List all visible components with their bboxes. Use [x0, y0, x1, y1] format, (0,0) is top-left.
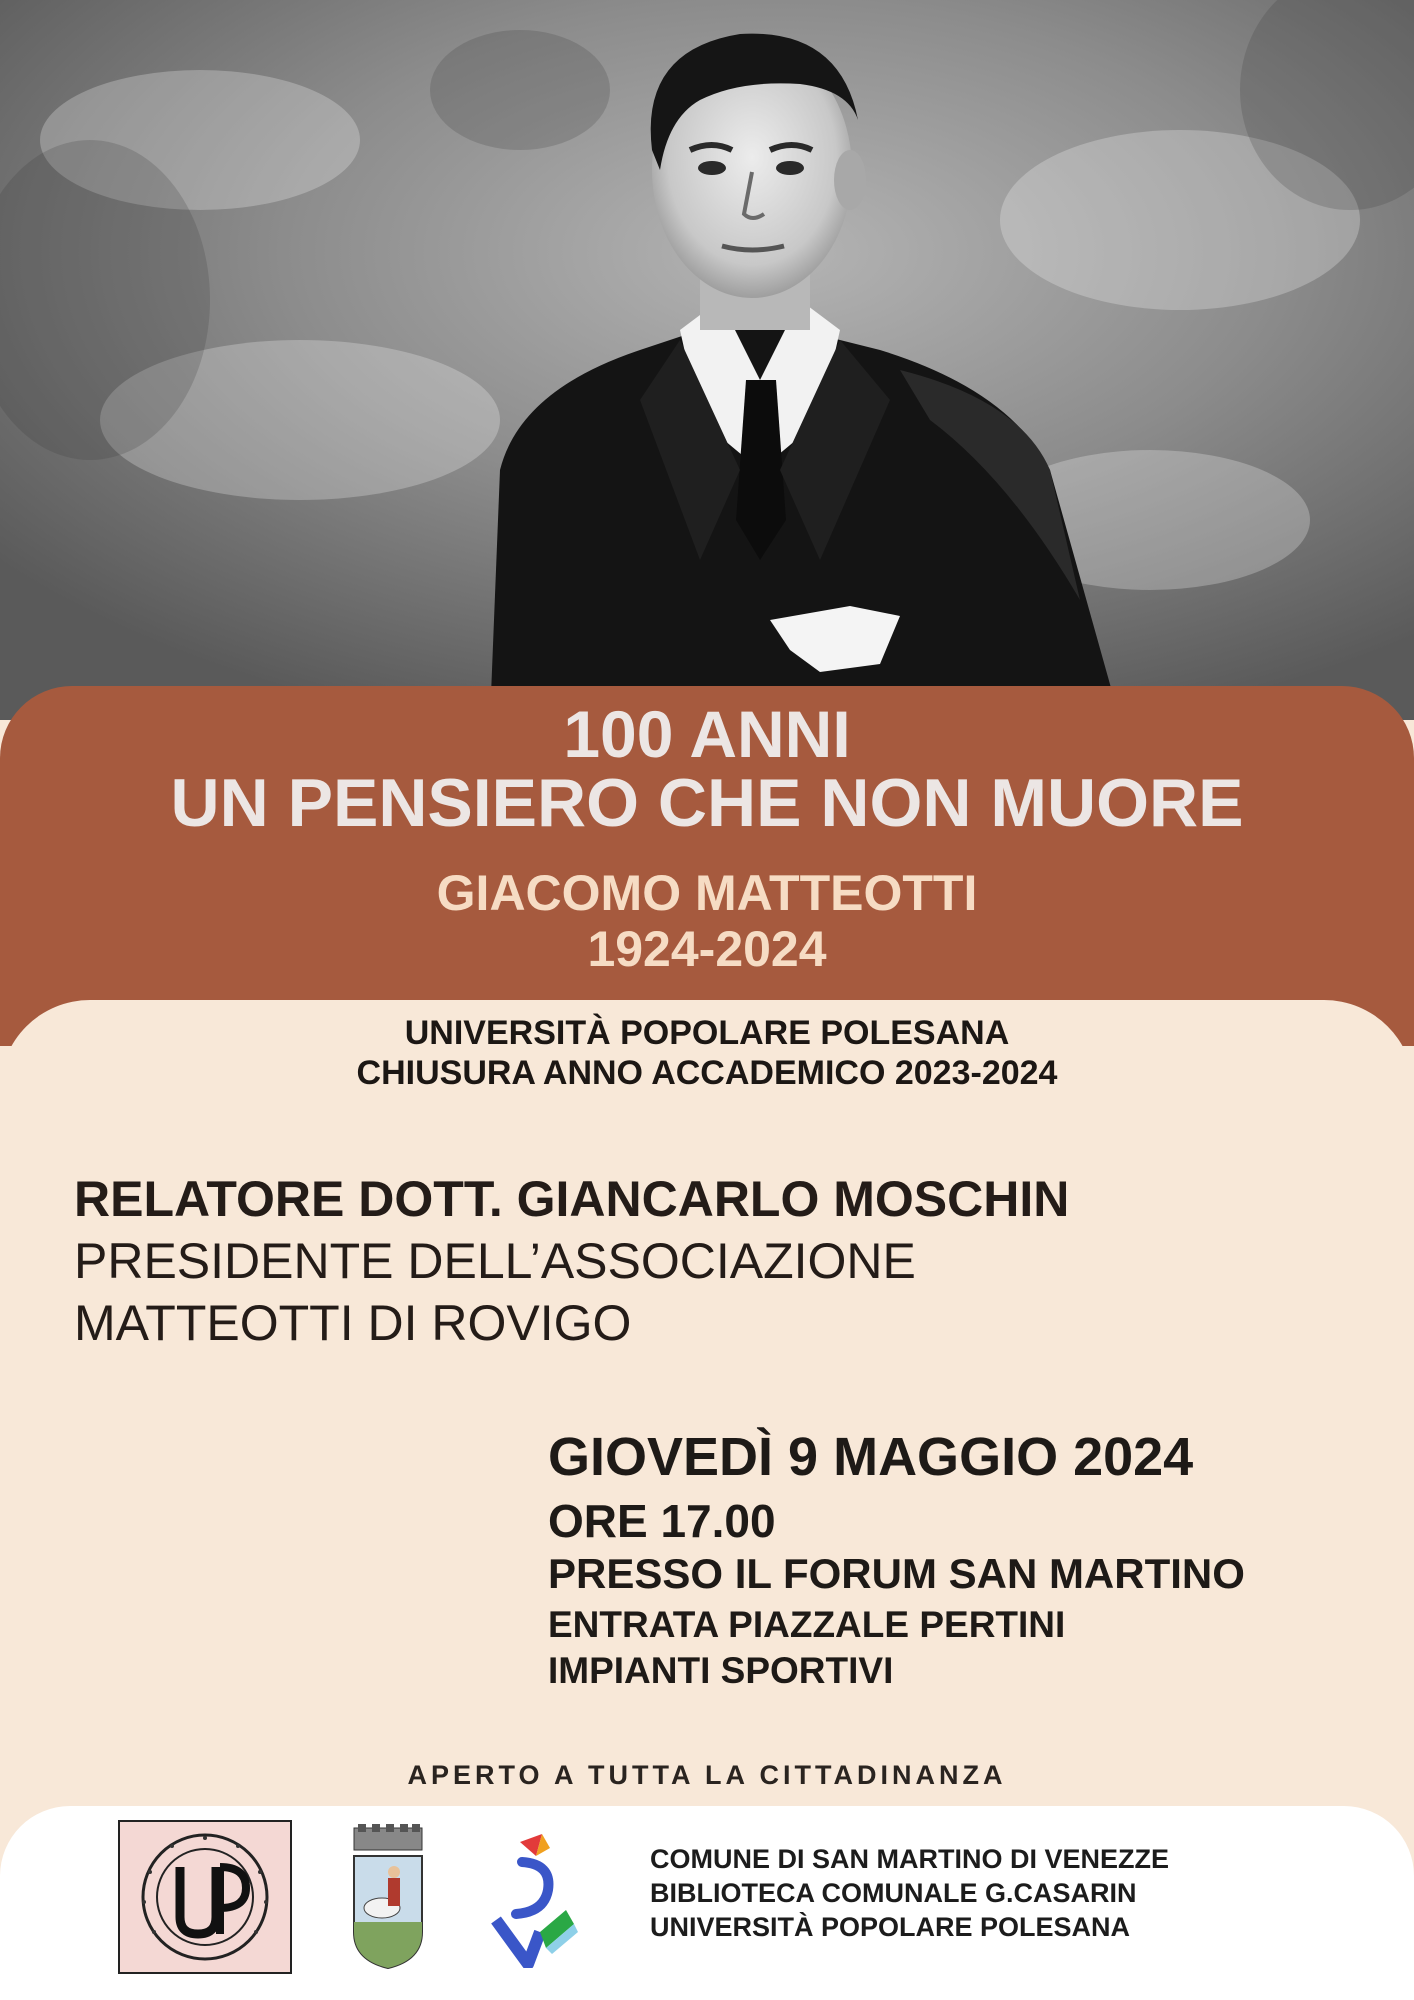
speaker-role-line2: MATTEOTTI DI ROVIGO [74, 1295, 632, 1351]
subject-name: GIACOMO MATTEOTTI [436, 865, 978, 921]
speaker-name: RELATORE DOTT. GIANCARLO MOSCHIN [74, 1171, 1070, 1227]
poster-title-line2: UN PENSIERO CHE NON MUORE [170, 765, 1244, 841]
open-to-public-note: APERTO A TUTTA LA CITTADINANZA [407, 1760, 1007, 1790]
portrait-photo [0, 0, 1414, 720]
event-venue: PRESSO IL FORUM SAN MARTINO [548, 1550, 1245, 1597]
library-logo [486, 1828, 582, 1968]
sponsor-library: BIBLIOTECA COMUNALE G.CASARIN [650, 1878, 1137, 1908]
organizer-line2: CHIUSURA ANNO ACCADEMICO 2023-2024 [356, 1054, 1058, 1092]
poster-title-line1: 100 ANNI [563, 697, 851, 771]
organizer-line1: UNIVERSITÀ POPOLARE POLESANA [404, 1014, 1010, 1052]
sponsor-university: UNIVERSITÀ POPOLARE POLESANA [650, 1912, 1131, 1942]
event-area: IMPIANTI SPORTIVI [548, 1650, 894, 1691]
municipal-crest-logo [348, 1822, 428, 1972]
event-date: GIOVEDÌ 9 MAGGIO 2024 [548, 1427, 1194, 1487]
event-time: ORE 17.00 [548, 1495, 776, 1547]
sponsor-municipality: COMUNE DI SAN MARTINO DI VENEZZE [650, 1844, 1170, 1874]
speaker-role-line1: PRESIDENTE DELL’ASSOCIAZIONE [74, 1233, 916, 1289]
university-seal-logo [118, 1820, 292, 1974]
subject-years: 1924-2024 [587, 921, 827, 977]
event-entrance: ENTRATA PIAZZALE PERTINI [548, 1604, 1066, 1645]
portrait-illustration [0, 0, 1414, 720]
